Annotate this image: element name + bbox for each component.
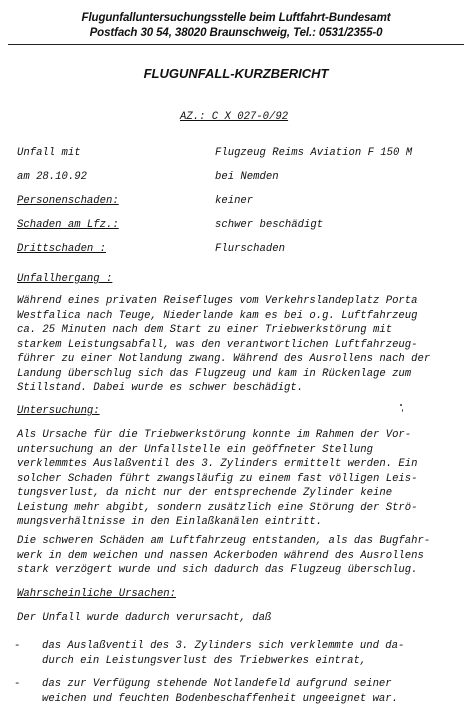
text-line: mungsverhältnisse in den Einlaßkanälen eintritt. [17,516,323,528]
text-line: Leistung mehr abgibt, sondern zusätzlich eine Störung der Strö- [17,501,418,514]
fact-label-date: am 28.10.92 [17,171,87,183]
document-title: FLUGUNFALL-KURZBERICHT [143,66,329,81]
fact-value-personenschaden: keiner [215,195,254,207]
header-address-line: Postfach 30 54, 38020 Braunschweig, Tel.: 0531/2355-0 [89,27,383,39]
scan-speck [400,404,402,406]
text-line: werk in dem weichen und nassen Ackerboden während des Ausrollens [17,549,424,562]
text-line: führer zu einer Notlandung zwang. Während des Ausrollens nach der [17,353,431,365]
text-line: Als Ursache für die Triebwerkstörung konnte im Rahmen der Vor- [17,429,412,441]
bullet-item-2 [42,677,456,706]
section-heading-untersuchung: Untersuchung: [17,405,100,417]
paragraph-unfallhergang [17,294,457,396]
text-line: untersuchung an der Unfallstelle ein geöffneter Stellung [17,443,374,456]
text-line: tungsverlust, da nicht nur der entsprechende Zylinder keine [17,487,393,499]
text-line: stark verzögert wurde und sich dadurch das Flugzeug überschlug. [17,564,418,576]
text-line: das zur Verfügung stehende Notlandefeld aufgrund seiner [42,678,392,690]
text-line: ca. 25 Minuten nach dem Start zu einer Triebwerkstörung mit [17,324,393,336]
fact-label-drittschaden: Drittschaden : [17,243,107,255]
paragraph-untersuchung-1 [17,428,457,530]
text-line: Westfalica nach Teuge, Niederlande kam es bei o.g. Luftfahrzeug [17,309,418,322]
header-divider [8,44,464,45]
section-heading-unfallhergang: Unfallhergang : [17,273,113,285]
text-line: starkem Leistungsabfall, was den verantwortlichen Luftfahrzeug- [17,338,418,351]
fact-label-schaden-lfz: Schaden am Lfz.: [17,219,119,231]
text-line: Während eines privaten Reisefluges vom Verkehrslandeplatz Porta [17,295,418,307]
text-line: verklemmtes Auslaßventil des 3. Zylinders ermittelt werden. Ein [17,458,418,470]
fact-value-location: bei Nemden [215,171,279,183]
ursachen-intro: Der Unfall wurde dadurch verursacht, daß [17,612,272,624]
text-line: durch ein Leistungsverlust des Triebwerkes eintrat, [42,654,367,667]
section-heading-ursachen: Wahrscheinliche Ursachen: [17,588,176,600]
scan-speck [402,409,403,412]
fact-label-personenschaden: Personenschaden: [17,195,119,207]
fact-value-schaden-lfz: schwer beschädigt [215,219,324,231]
reference-number: AZ.: C X 027-0/92 [180,111,289,123]
paragraph-untersuchung-2 [17,534,457,578]
text-line: Die schweren Schäden am Luftfahrzeug entstanden, als das Bugfahr- [17,535,431,547]
text-line: weichen und feuchten Bodenbeschaffenheit ungeeignet war. [42,692,399,705]
bullet-item-1 [42,639,456,668]
bullet-dash: - [14,640,21,652]
fact-label-unfall: Unfall mit [17,147,81,159]
fact-value-drittschaden: Flurschaden [215,243,285,255]
text-line: das Auslaßventil des 3. Zylinders sich verklemmte und da- [42,640,405,652]
text-line: solcher Schaden führt zwangsläufig zu einem fast völligen Leis- [17,472,418,485]
header-authority-line: Flugunfalluntersuchungsstelle beim Luftfahrt-Bundesamt [81,12,391,24]
fact-value-aircraft: Flugzeug Reims Aviation F 150 M [215,147,413,159]
text-line: Stillstand. Dabei wurde es schwer beschädigt. [17,382,304,394]
text-line: Landung überschlug sich das Flugzeug und kam in Rückenlage zum [17,367,412,380]
bullet-dash: - [14,678,21,690]
